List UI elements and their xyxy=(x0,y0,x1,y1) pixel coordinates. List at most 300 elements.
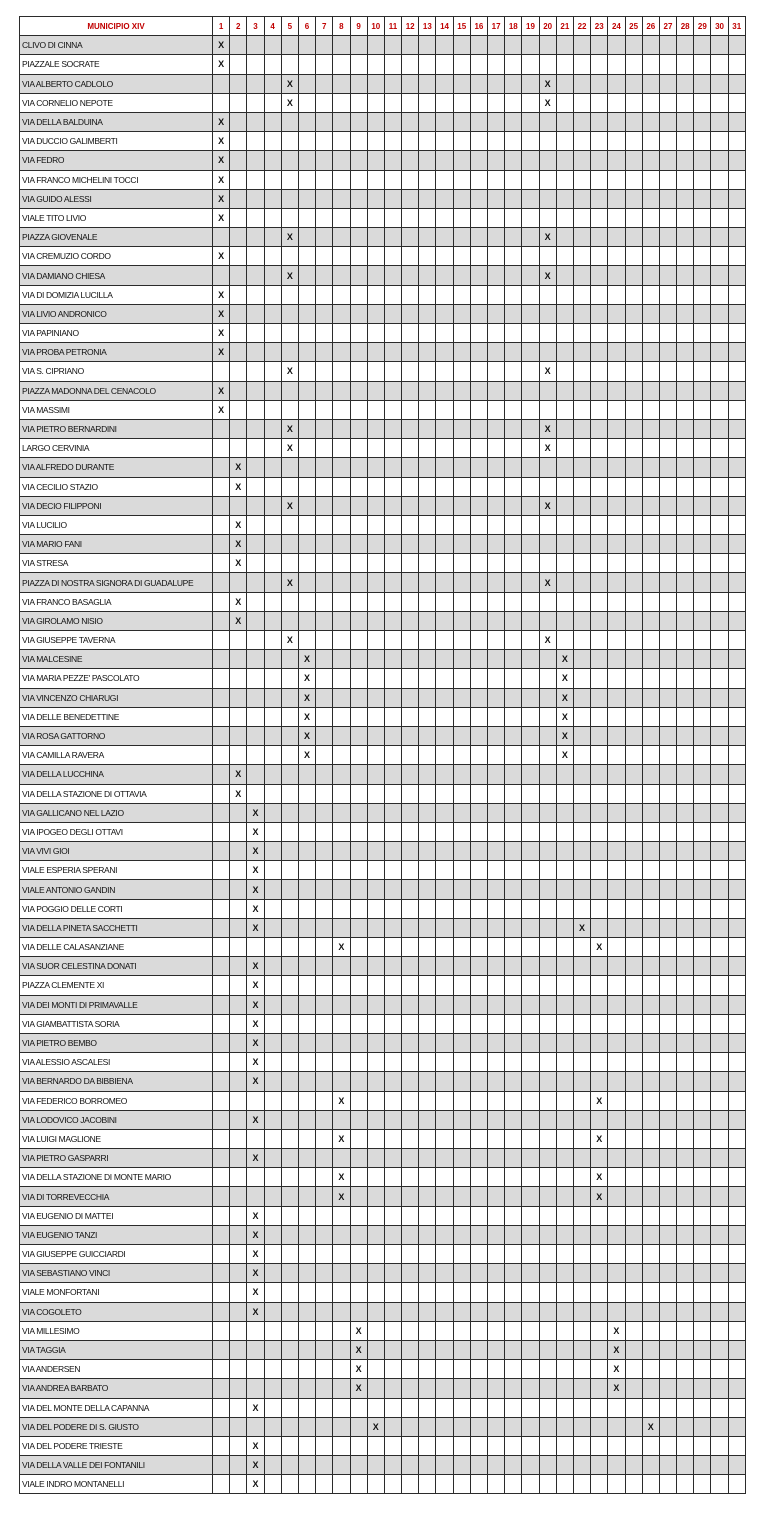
day-cell xyxy=(677,650,694,669)
day-cell xyxy=(505,1283,522,1302)
day-cell xyxy=(419,1321,436,1340)
day-cell xyxy=(436,439,453,458)
day-cell xyxy=(453,1187,470,1206)
day-cell xyxy=(522,304,539,323)
day-cell xyxy=(677,631,694,650)
day-cell xyxy=(402,74,419,93)
day-cell xyxy=(677,247,694,266)
table-row xyxy=(20,803,746,822)
day-cell xyxy=(659,746,676,765)
day-cell xyxy=(264,1053,281,1072)
day-cell xyxy=(419,1149,436,1168)
day-cell xyxy=(591,1456,608,1475)
day-cell xyxy=(677,1053,694,1072)
day-cell xyxy=(573,631,590,650)
day-cell xyxy=(711,477,728,496)
day-cell xyxy=(488,515,505,534)
day-header: 27 xyxy=(659,17,676,36)
day-cell xyxy=(264,822,281,841)
day-cell xyxy=(625,266,642,285)
day-cell xyxy=(711,247,728,266)
day-cell xyxy=(642,477,659,496)
day-cell xyxy=(264,1302,281,1321)
day-cell xyxy=(384,1283,401,1302)
day-cell xyxy=(436,1245,453,1264)
day-cell xyxy=(677,266,694,285)
day-cell xyxy=(539,1053,556,1072)
day-cell xyxy=(488,1091,505,1110)
table-row xyxy=(20,1149,746,1168)
day-cell xyxy=(591,880,608,899)
scheduled-mark: X xyxy=(298,688,315,707)
day-cell xyxy=(350,1187,367,1206)
scheduled-mark: X xyxy=(247,1245,264,1264)
day-cell xyxy=(488,362,505,381)
day-cell xyxy=(711,1225,728,1244)
day-cell xyxy=(694,822,711,841)
day-cell xyxy=(659,880,676,899)
day-cell xyxy=(419,247,436,266)
day-cell xyxy=(573,266,590,285)
day-cell xyxy=(625,631,642,650)
day-cell xyxy=(281,535,298,554)
day-cell xyxy=(453,362,470,381)
day-cell xyxy=(591,1149,608,1168)
day-cell xyxy=(470,496,487,515)
day-cell xyxy=(453,1245,470,1264)
day-cell xyxy=(728,189,745,208)
day-cell xyxy=(316,496,333,515)
day-cell xyxy=(333,400,350,419)
day-cell xyxy=(677,1091,694,1110)
day-cell xyxy=(591,362,608,381)
day-cell xyxy=(608,861,625,880)
day-cell xyxy=(419,439,436,458)
day-cell xyxy=(608,439,625,458)
day-cell xyxy=(264,343,281,362)
day-cell xyxy=(470,362,487,381)
day-cell xyxy=(350,1456,367,1475)
day-cell xyxy=(539,1379,556,1398)
day-cell xyxy=(419,515,436,534)
day-cell xyxy=(350,573,367,592)
day-cell xyxy=(694,1245,711,1264)
day-cell xyxy=(573,1033,590,1052)
day-cell xyxy=(419,1187,436,1206)
day-cell xyxy=(350,266,367,285)
day-cell xyxy=(367,151,384,170)
day-cell xyxy=(333,55,350,74)
scheduled-mark: X xyxy=(539,228,556,247)
day-cell xyxy=(264,285,281,304)
table-row xyxy=(20,362,746,381)
day-cell xyxy=(522,1168,539,1187)
day-cell xyxy=(367,381,384,400)
day-cell xyxy=(213,1417,230,1436)
day-cell xyxy=(591,803,608,822)
day-cell xyxy=(642,400,659,419)
day-cell xyxy=(608,746,625,765)
day-cell xyxy=(298,362,315,381)
street-name-cell: VIA GALLICANO NEL LAZIO xyxy=(20,803,213,822)
day-cell xyxy=(264,611,281,630)
day-cell xyxy=(677,611,694,630)
day-cell xyxy=(419,1072,436,1091)
day-cell xyxy=(384,995,401,1014)
day-cell xyxy=(573,573,590,592)
day-cell xyxy=(230,419,247,438)
day-cell xyxy=(711,707,728,726)
day-cell xyxy=(264,304,281,323)
day-cell xyxy=(419,669,436,688)
street-name-cell: VIA DEL MONTE DELLA CAPANNA xyxy=(20,1398,213,1417)
day-cell xyxy=(677,112,694,131)
day-cell xyxy=(316,1168,333,1187)
day-cell xyxy=(659,1264,676,1283)
day-cell xyxy=(367,1379,384,1398)
day-cell xyxy=(367,458,384,477)
table-row xyxy=(20,439,746,458)
day-cell xyxy=(402,1072,419,1091)
day-cell xyxy=(367,343,384,362)
day-cell xyxy=(470,1053,487,1072)
day-cell xyxy=(625,1033,642,1052)
day-cell xyxy=(316,1129,333,1148)
day-cell xyxy=(316,611,333,630)
day-cell xyxy=(281,918,298,937)
street-name-cell: VIA S. CIPRIANO xyxy=(20,362,213,381)
day-cell xyxy=(281,36,298,55)
day-cell xyxy=(333,1072,350,1091)
day-cell xyxy=(642,726,659,745)
scheduled-mark: X xyxy=(333,1091,350,1110)
day-cell xyxy=(470,842,487,861)
day-cell xyxy=(316,1417,333,1436)
day-cell xyxy=(522,554,539,573)
street-name-cell: VIA DECIO FILIPPONI xyxy=(20,496,213,515)
day-cell xyxy=(573,1302,590,1321)
table-row xyxy=(20,496,746,515)
day-header: 12 xyxy=(402,17,419,36)
day-cell xyxy=(264,1225,281,1244)
day-cell xyxy=(659,1187,676,1206)
day-cell xyxy=(453,1321,470,1340)
day-cell xyxy=(230,151,247,170)
day-cell xyxy=(316,1398,333,1417)
day-cell xyxy=(470,976,487,995)
day-cell xyxy=(333,669,350,688)
day-cell xyxy=(591,189,608,208)
day-cell xyxy=(694,688,711,707)
day-cell xyxy=(625,1456,642,1475)
day-cell xyxy=(298,957,315,976)
day-cell xyxy=(591,726,608,745)
day-cell xyxy=(402,496,419,515)
day-cell xyxy=(333,803,350,822)
day-cell xyxy=(453,611,470,630)
day-cell xyxy=(316,208,333,227)
day-cell xyxy=(694,419,711,438)
day-cell xyxy=(470,343,487,362)
day-cell xyxy=(659,343,676,362)
day-cell xyxy=(230,631,247,650)
day-cell xyxy=(728,938,745,957)
street-name-cell: VIA COGOLETO xyxy=(20,1302,213,1321)
table-row xyxy=(20,611,746,630)
day-cell xyxy=(230,343,247,362)
day-cell xyxy=(213,938,230,957)
day-cell xyxy=(728,1014,745,1033)
day-cell xyxy=(367,707,384,726)
day-cell xyxy=(556,842,573,861)
day-cell xyxy=(298,1149,315,1168)
day-cell xyxy=(367,880,384,899)
day-cell xyxy=(608,1168,625,1187)
day-cell xyxy=(573,496,590,515)
day-cell xyxy=(625,1321,642,1340)
day-cell xyxy=(505,995,522,1014)
day-cell xyxy=(247,1091,264,1110)
day-cell xyxy=(230,1129,247,1148)
day-cell xyxy=(591,554,608,573)
day-cell xyxy=(728,726,745,745)
day-cell xyxy=(367,1398,384,1417)
day-cell xyxy=(384,746,401,765)
day-cell xyxy=(419,861,436,880)
day-cell xyxy=(625,1475,642,1494)
day-cell xyxy=(608,285,625,304)
scheduled-mark: X xyxy=(247,861,264,880)
day-cell xyxy=(505,535,522,554)
scheduled-mark: X xyxy=(247,1033,264,1052)
day-cell xyxy=(419,1417,436,1436)
day-cell xyxy=(522,976,539,995)
table-row xyxy=(20,1245,746,1264)
day-cell xyxy=(591,861,608,880)
day-cell xyxy=(402,1033,419,1052)
day-cell xyxy=(556,189,573,208)
day-cell xyxy=(522,784,539,803)
day-cell xyxy=(316,1475,333,1494)
scheduled-mark: X xyxy=(298,707,315,726)
day-cell xyxy=(402,1417,419,1436)
day-cell xyxy=(402,151,419,170)
day-cell xyxy=(453,765,470,784)
day-cell xyxy=(384,938,401,957)
day-cell xyxy=(573,669,590,688)
day-cell xyxy=(573,1456,590,1475)
day-cell xyxy=(573,1014,590,1033)
day-cell xyxy=(333,362,350,381)
scheduled-mark: X xyxy=(247,1149,264,1168)
street-name-cell: VIA GUIDO ALESSI xyxy=(20,189,213,208)
table-row xyxy=(20,1302,746,1321)
day-cell xyxy=(728,592,745,611)
day-cell xyxy=(591,765,608,784)
day-cell xyxy=(505,918,522,937)
day-cell xyxy=(522,535,539,554)
day-cell xyxy=(608,592,625,611)
day-cell xyxy=(625,93,642,112)
day-cell xyxy=(539,1283,556,1302)
day-cell xyxy=(350,324,367,343)
day-cell xyxy=(298,1283,315,1302)
day-cell xyxy=(213,880,230,899)
day-cell xyxy=(436,1129,453,1148)
day-cell xyxy=(230,688,247,707)
day-cell xyxy=(608,400,625,419)
day-cell xyxy=(488,304,505,323)
day-cell xyxy=(298,496,315,515)
day-cell xyxy=(436,611,453,630)
day-cell xyxy=(453,458,470,477)
day-cell xyxy=(384,784,401,803)
day-cell xyxy=(247,151,264,170)
table-row xyxy=(20,1436,746,1455)
day-cell xyxy=(591,1398,608,1417)
day-cell xyxy=(522,938,539,957)
day-cell xyxy=(573,1129,590,1148)
day-cell xyxy=(384,36,401,55)
scheduled-mark: X xyxy=(247,918,264,937)
day-cell xyxy=(247,74,264,93)
day-cell xyxy=(573,324,590,343)
day-cell xyxy=(608,650,625,669)
day-cell xyxy=(402,842,419,861)
day-cell xyxy=(711,1053,728,1072)
day-cell xyxy=(281,861,298,880)
street-name-cell: VIA IPOGEO DEGLI OTTAVI xyxy=(20,822,213,841)
day-cell xyxy=(625,170,642,189)
day-cell xyxy=(350,439,367,458)
day-cell xyxy=(213,899,230,918)
day-cell xyxy=(402,631,419,650)
day-cell xyxy=(264,1264,281,1283)
day-cell xyxy=(247,247,264,266)
day-cell xyxy=(573,1110,590,1129)
day-cell xyxy=(281,343,298,362)
day-cell xyxy=(556,765,573,784)
day-cell xyxy=(316,554,333,573)
day-cell xyxy=(453,74,470,93)
day-cell xyxy=(608,803,625,822)
day-cell xyxy=(539,208,556,227)
day-cell xyxy=(264,247,281,266)
day-cell xyxy=(419,784,436,803)
day-cell xyxy=(453,631,470,650)
day-header: 23 xyxy=(591,17,608,36)
day-cell xyxy=(281,726,298,745)
day-cell xyxy=(470,1129,487,1148)
day-cell xyxy=(281,170,298,189)
day-cell xyxy=(470,1014,487,1033)
day-cell xyxy=(488,1033,505,1052)
day-cell xyxy=(470,957,487,976)
street-name-cell: VIA FRANCO MICHELINI TOCCI xyxy=(20,170,213,189)
day-cell xyxy=(230,995,247,1014)
day-cell xyxy=(247,189,264,208)
day-cell xyxy=(264,55,281,74)
day-cell xyxy=(728,419,745,438)
day-cell xyxy=(247,1168,264,1187)
day-cell xyxy=(677,1110,694,1129)
scheduled-mark: X xyxy=(539,439,556,458)
day-cell xyxy=(625,400,642,419)
day-cell xyxy=(419,1302,436,1321)
day-cell xyxy=(384,93,401,112)
day-cell xyxy=(625,381,642,400)
day-cell xyxy=(316,285,333,304)
day-cell xyxy=(608,784,625,803)
day-cell xyxy=(556,439,573,458)
day-cell xyxy=(384,1340,401,1359)
day-cell xyxy=(316,726,333,745)
day-cell xyxy=(539,938,556,957)
table-row xyxy=(20,228,746,247)
table-row xyxy=(20,1264,746,1283)
day-cell xyxy=(625,650,642,669)
day-cell xyxy=(367,611,384,630)
day-cell xyxy=(539,535,556,554)
table-row xyxy=(20,247,746,266)
day-cell xyxy=(419,55,436,74)
day-cell xyxy=(453,228,470,247)
day-cell xyxy=(316,1091,333,1110)
day-cell xyxy=(367,304,384,323)
day-cell xyxy=(350,1225,367,1244)
day-cell xyxy=(505,707,522,726)
day-cell xyxy=(573,592,590,611)
day-cell xyxy=(677,1302,694,1321)
day-cell xyxy=(384,1053,401,1072)
day-cell xyxy=(367,803,384,822)
day-cell xyxy=(367,362,384,381)
day-cell xyxy=(264,535,281,554)
scheduled-mark: X xyxy=(213,151,230,170)
day-cell xyxy=(573,362,590,381)
day-cell xyxy=(470,611,487,630)
day-cell xyxy=(625,496,642,515)
day-cell xyxy=(213,1206,230,1225)
day-cell xyxy=(298,1072,315,1091)
day-cell xyxy=(694,458,711,477)
day-cell xyxy=(659,976,676,995)
day-cell xyxy=(350,285,367,304)
day-cell xyxy=(659,477,676,496)
cleaning-schedule-table xyxy=(19,16,746,1494)
day-cell xyxy=(384,1168,401,1187)
day-cell xyxy=(350,611,367,630)
day-cell xyxy=(728,669,745,688)
day-cell xyxy=(247,1129,264,1148)
day-header: 1 xyxy=(213,17,230,36)
day-cell xyxy=(505,400,522,419)
day-cell xyxy=(470,1360,487,1379)
day-header: 20 xyxy=(539,17,556,36)
day-cell xyxy=(436,918,453,937)
day-cell xyxy=(711,324,728,343)
day-cell xyxy=(453,477,470,496)
day-cell xyxy=(230,707,247,726)
day-cell xyxy=(694,631,711,650)
day-cell xyxy=(298,1187,315,1206)
day-cell xyxy=(694,1456,711,1475)
day-cell xyxy=(488,746,505,765)
day-cell xyxy=(419,1014,436,1033)
day-cell xyxy=(281,842,298,861)
day-cell xyxy=(367,822,384,841)
day-cell xyxy=(711,1283,728,1302)
